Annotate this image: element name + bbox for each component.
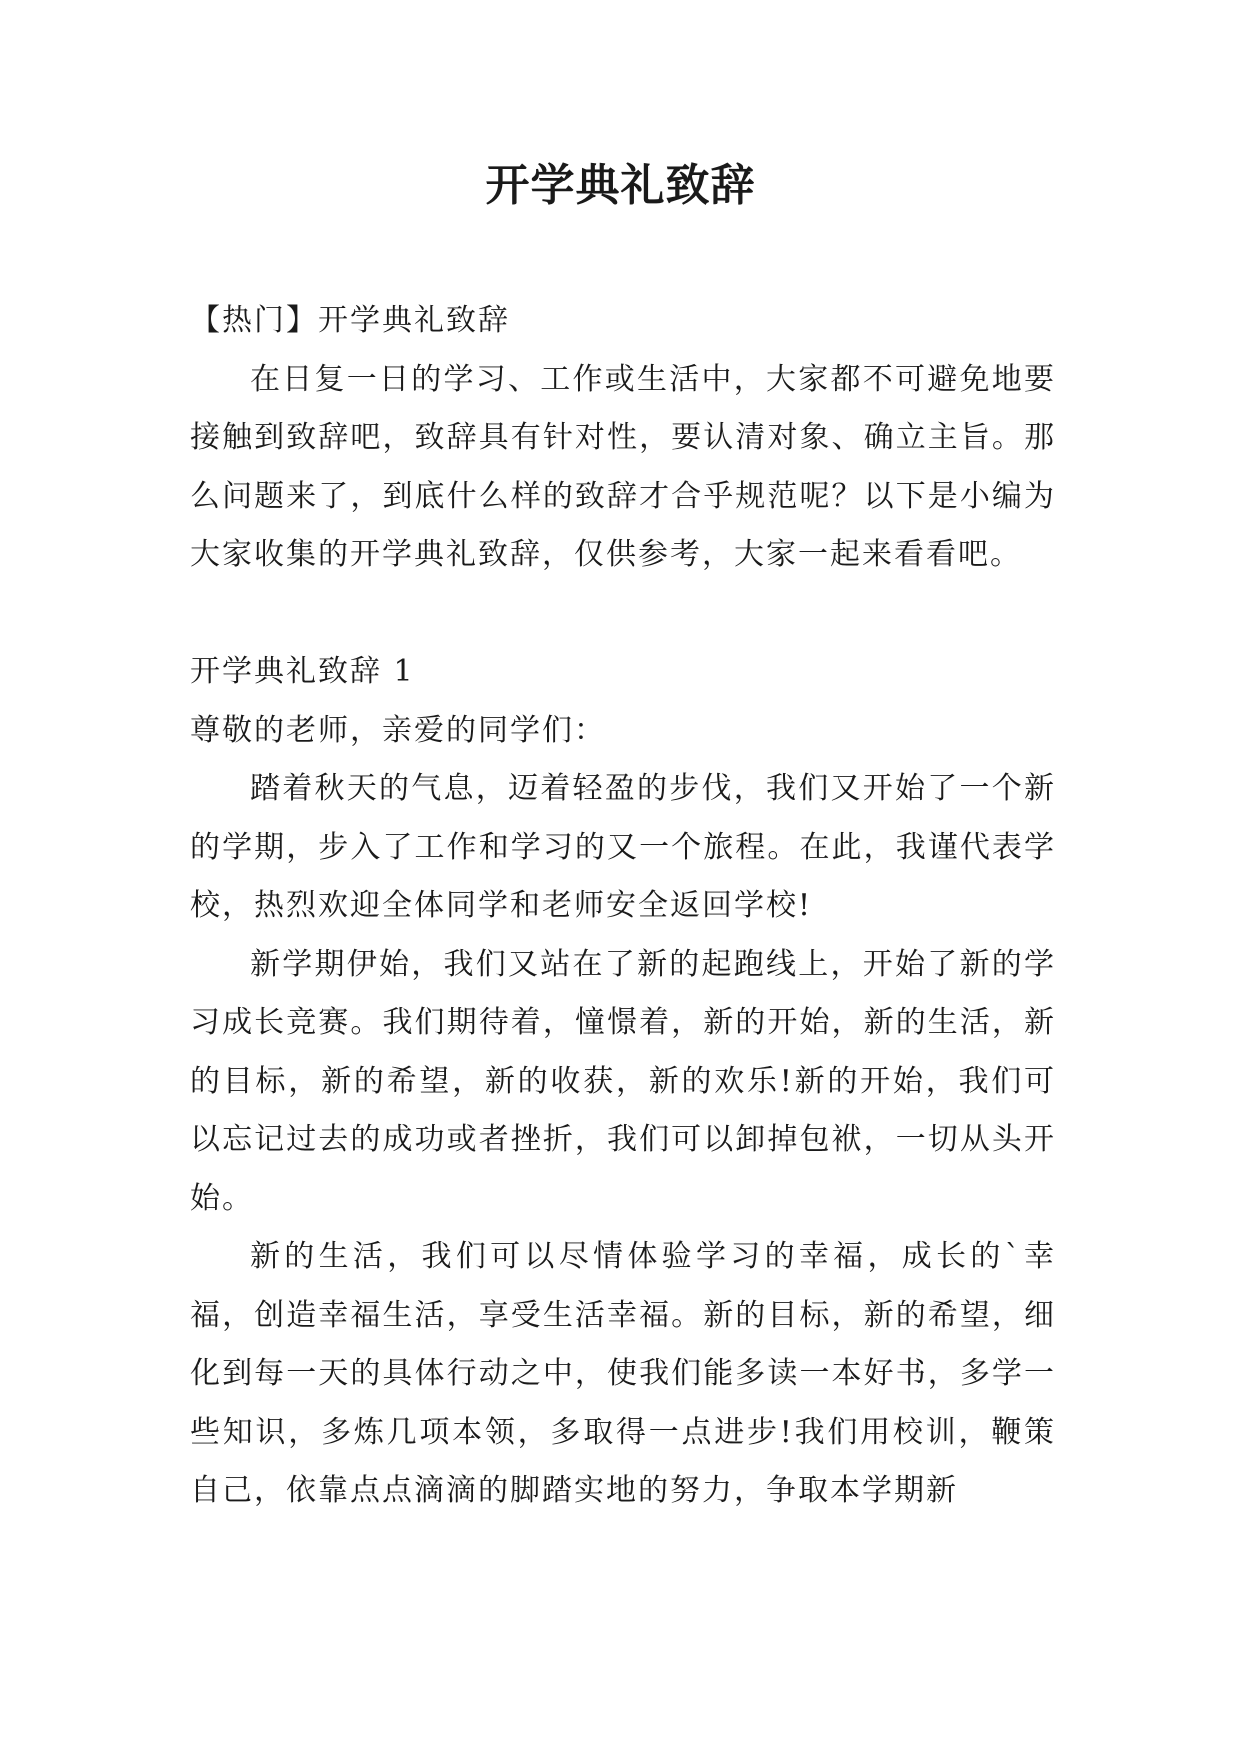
section-spacer	[190, 585, 1056, 644]
body-paragraph: 踏着秋天的气息，迈着轻盈的步伐，我们又开始了一个新的学期，步入了工作和学习的又一个旅程。在此，我谨代表学校，热烈欢迎全体同学和老师安全返回学校!	[190, 771, 1056, 923]
salutation: 尊敬的老师，亲爱的同学们：	[190, 712, 606, 748]
intro-paragraph: 在日复一日的学习、工作或生活中，大家都不可避免地要接触到致辞吧，致辞具有针对性，要认清对象、确立主旨。那么问题来了，到底什么样的致辞才合乎规范呢？以下是小编为大家收集的开学典礼致辞，仅供参考，大家一起来看看吧。	[190, 361, 1056, 572]
header-line: 【热门】开学典礼致辞	[190, 303, 510, 338]
section-title: 开学典礼致辞 1	[190, 654, 415, 689]
document-title: 开学典礼致辞	[485, 160, 756, 211]
body-paragraph: 新的生活，我们可以尽情体验学习的幸福，成长的`幸福，创造幸福生活，享受生活幸福。新的目标，新的希望，细化到每一天的具体行动之中，使我们能多读一本好书，多学一些知识，多炼几项本领，多取得一点进步!我们用校训，鞭策自己，依靠点点滴滴的脚踏实地的努力，争取本学期新	[190, 1239, 1056, 1508]
body-paragraph: 新学期伊始，我们又站在了新的起跑线上，开始了新的学习成长竞赛。我们期待着，憧憬着，新的开始，新的生活，新的目标，新的希望，新的收获，新的欢乐!新的开始，我们可以忘记过去的成功或者挫折，我们可以卸掉包袱，一切从头开始。	[190, 946, 1056, 1216]
document-body	[190, 292, 1056, 1521]
